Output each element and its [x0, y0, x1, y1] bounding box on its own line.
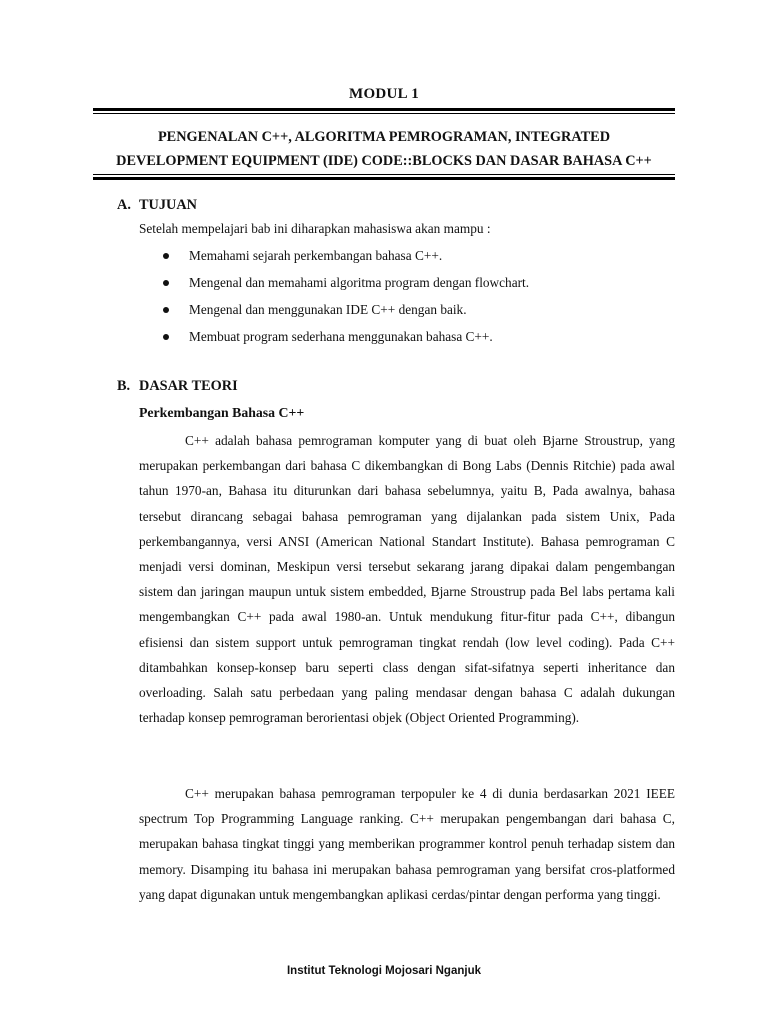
objective-text: Mengenal dan memahami algoritma program dengan flowchart.: [189, 275, 530, 290]
objective-text: Mengenal dan menggunakan IDE C++ dengan baik.: [189, 302, 467, 317]
objectives-intro: Setelah mempelajari bab ini diharapkan mahasiswa akan mampu :: [139, 221, 491, 236]
bullet-icon: [163, 253, 169, 259]
top-thick-divider: [93, 108, 675, 111]
bottom-thick-divider: [93, 177, 675, 180]
objective-text: Membuat program sederhana menggunakan bahasa C++.: [189, 329, 493, 344]
section-a-letter: A.: [117, 197, 131, 213]
subsection-heading: Perkembangan Bahasa C++: [139, 405, 305, 420]
list-item: [163, 273, 529, 300]
list-item: [163, 327, 529, 354]
section-b-heading: [117, 375, 238, 397]
bullet-icon: [163, 280, 169, 286]
top-thin-divider: [93, 113, 675, 114]
objective-text: Memahami sejarah perkembangan bahasa C++.: [189, 248, 443, 263]
bullet-icon: [163, 334, 169, 340]
objectives-list: [163, 246, 529, 354]
module-title: MODUL 1: [348, 86, 420, 102]
paragraph: C++ adalah bahasa pemrograman komputer yang di buat oleh Bjarne Stroustrup, yang merupakan perkembangan dari bahasa C dikembangkan di Bong Labs (Dennis Ritchie) pada awal tahun 1970-an, Bahasa itu diturunkan dari bahasa sebelumnya, yaitu B, Pada awalnya, bahasa tersebut dirancang sebagai bahasa pemrograman yang dijalankan pada sistem Unix, Pada perkembangannya, versi ANSI (American National Standart Institute). Bahasa pemrograman C menjadi versi dominan, Meskipun versi tersebut sekarang jarang dipakai dalam pengembangan sistem dan jaringan maupun untuk sistem embedded, Bjarne Stroustrup pada Bel labs pertama kali mengembangkan C++ pada awal 1980-an. Untuk mendukung fitur-fitur pada C++, dibangun efisiensi dan sistem support untuk pemrograman tingkat rendah (low level coding). Pada C++ ditambahkan konsep-konsep baru seperti class dengan sifat-sifatnya seperti inheritance dan overloading. Salah satu perbedaan yang paling mendasar dengan bahasa C adalah dukungan terhadap konsep pemrograman berorientasi objek (Object Oriented Programming).: [139, 433, 675, 726]
bullet-icon: [163, 307, 169, 313]
section-b-letter: B.: [117, 378, 131, 394]
list-item: [163, 300, 529, 327]
section-a-heading: [117, 194, 197, 216]
chapter-title-line-1: PENGENALAN C++, ALGORITMA PEMROGRAMAN, INTEGRATED: [157, 129, 611, 145]
page-footer: Institut Teknologi Mojosari Nganjuk: [286, 965, 481, 977]
section-b-title: DASAR TEORI: [139, 378, 238, 394]
paragraph: C++ merupakan bahasa pemrograman terpopuler ke 4 di dunia berdasarkan 2021 IEEE spectrum Top Programming Language ranking. C++ merupakan pengembangan dari bahasa C, merupakan bahasa tingkat tinggi yang memberikan programmer kontrol penuh terhadap sistem dan memory. Disamping itu bahasa ini merupakan bahasa pemrograman yang bersifat cros-platformed yang dapat digunakan untuk mengembangkan aplikasi cerdas/pintar dengan performa yang tinggi.: [139, 786, 675, 902]
section-a-title: TUJUAN: [139, 197, 197, 213]
list-item: [163, 246, 529, 273]
chapter-title-line-2: DEVELOPMENT EQUIPMENT (IDE) CODE::BLOCKS DAN DASAR BAHASA C++: [116, 153, 652, 169]
bottom-thin-divider: [93, 174, 675, 175]
